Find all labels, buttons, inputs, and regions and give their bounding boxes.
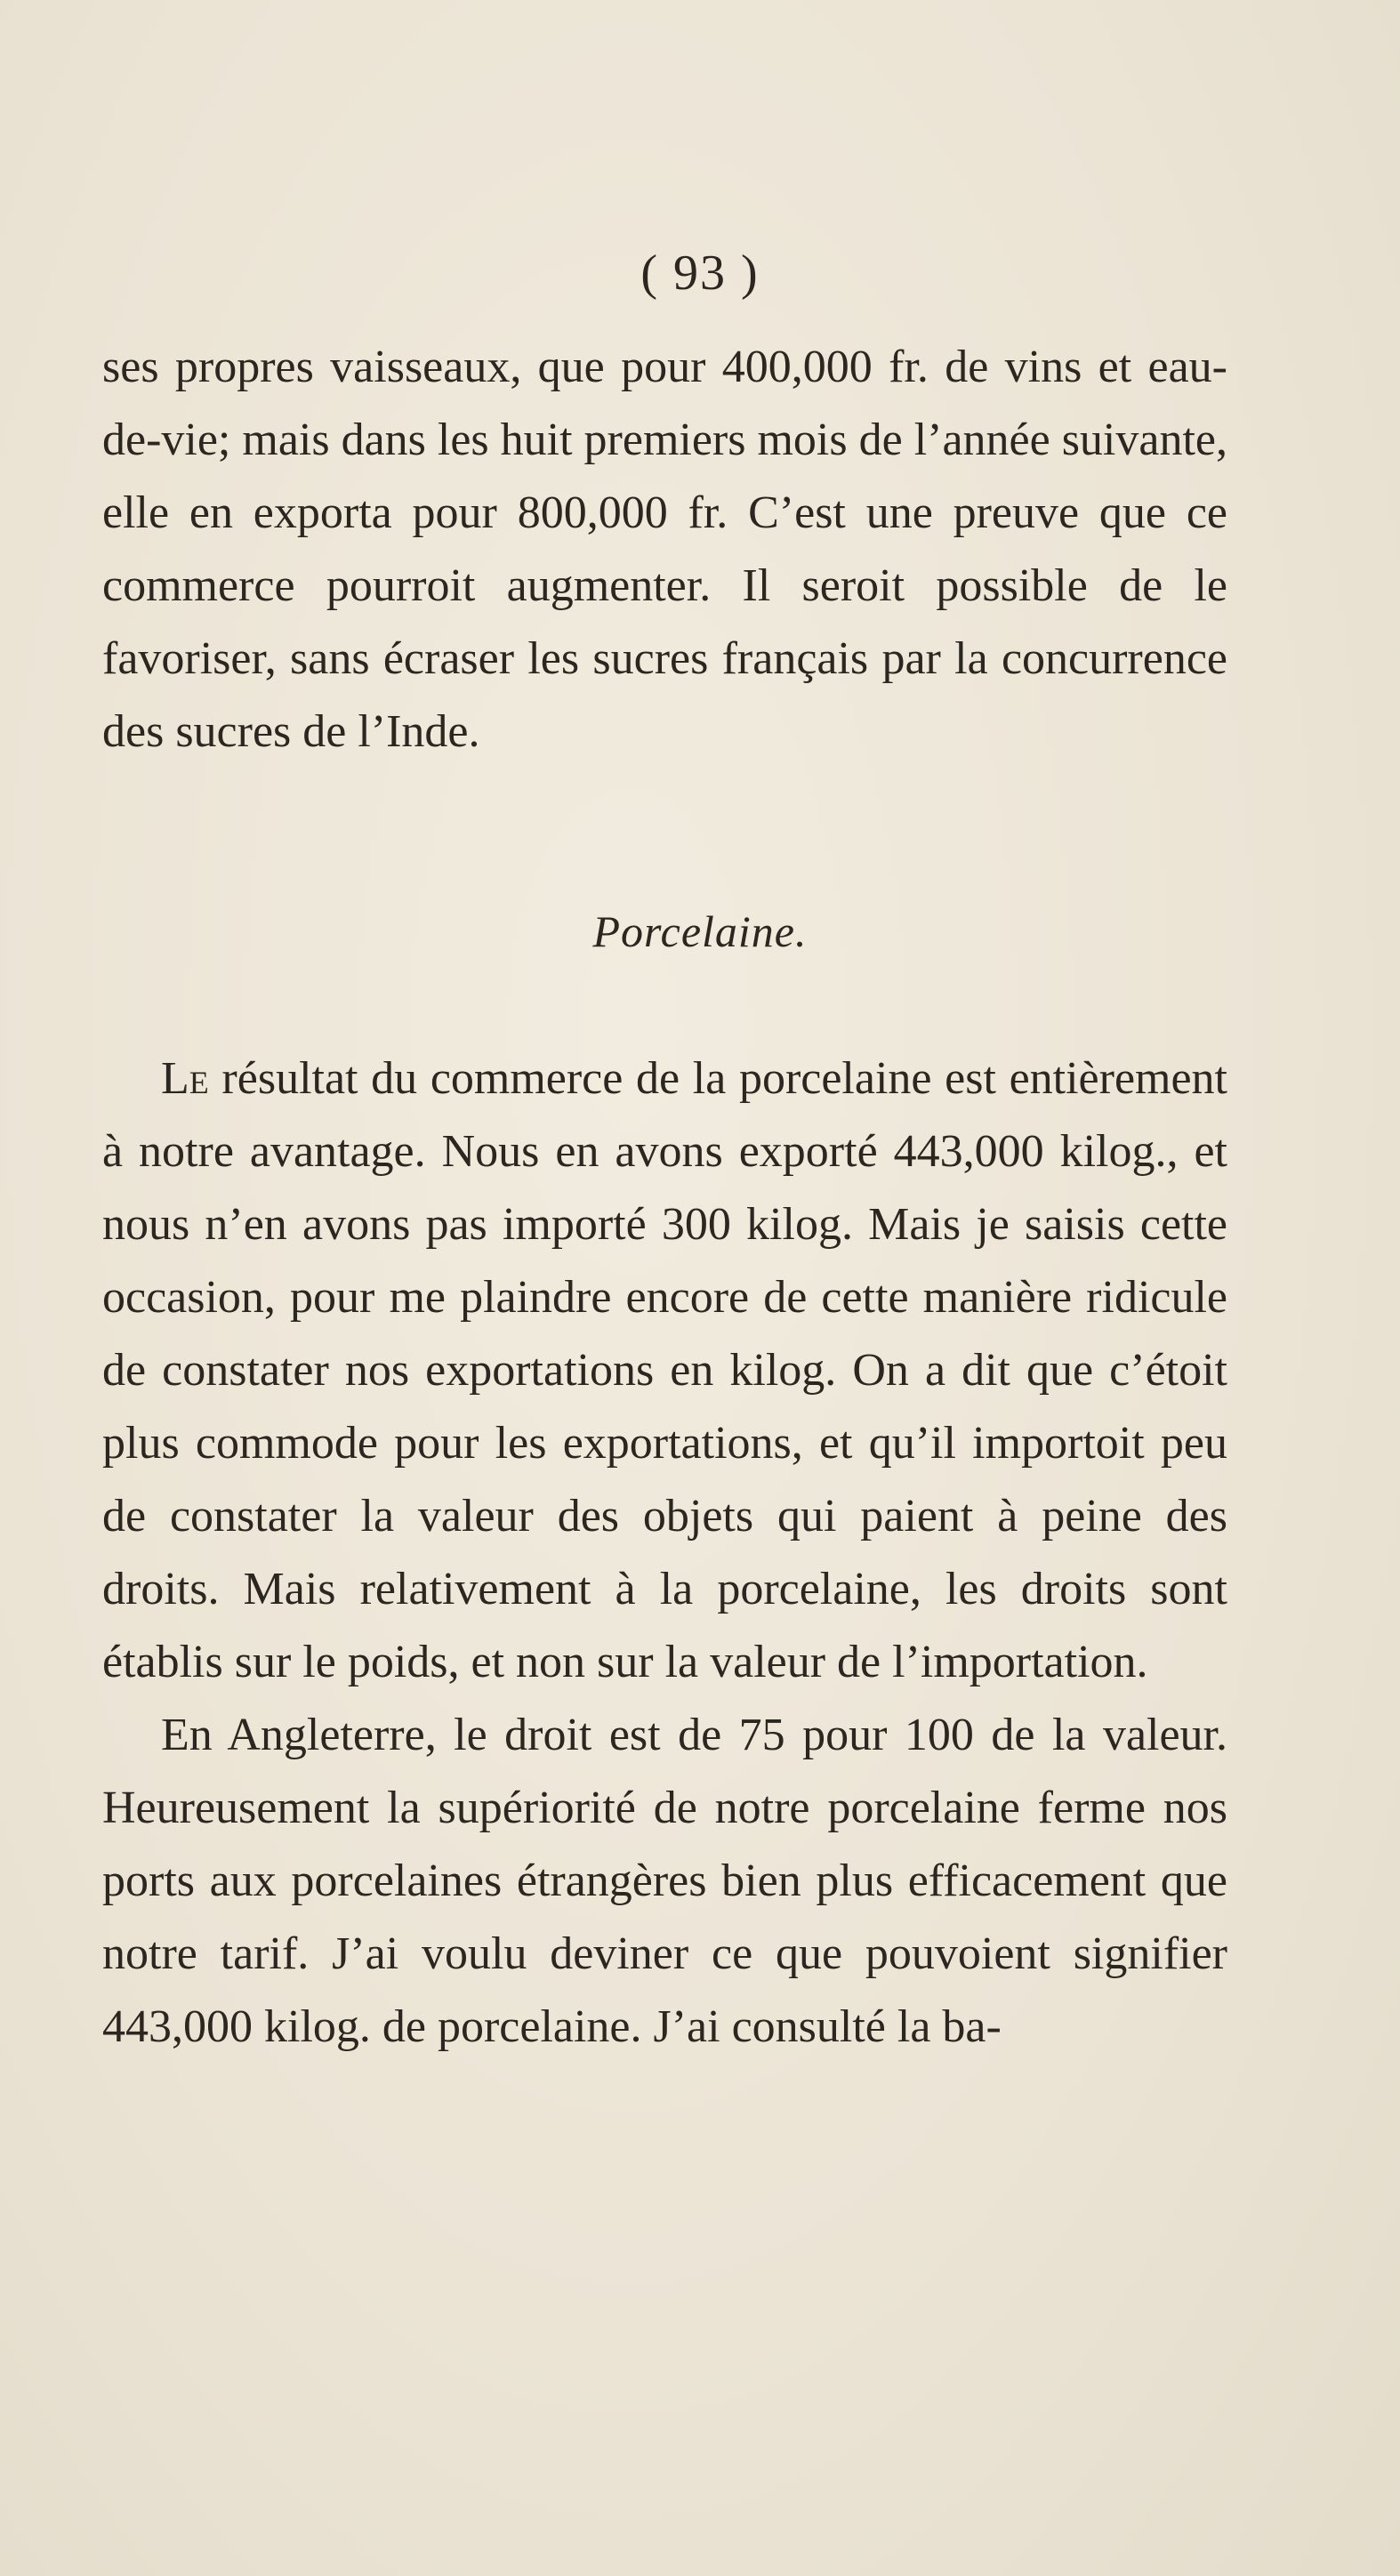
paragraph-initial-word: Le [161,1053,209,1104]
section-heading: Porcelaine. [592,906,808,956]
paragraph-continuation: ses propres vaisseaux, que pour 400,000 fr. de vins et eau-de-vie; mais dans les huit premiers mois de l’année suivante, elle en exporta pour 800,000 fr. C’est une preuve que ce commerce pourroit augmenter. Il seroit possible de le favoriser, sans écraser les sucres français par la concurrence des sucres de l’Inde. [102,342,1227,757]
top-text-block [102,331,1227,769]
paragraph-porcelaine-2: En Angleterre, le droit est de 75 pour 100 de la valeur. Heureusement la supériorité de notre porcelaine ferme nos ports aux porcelaines étrangères bien plus efficacement que notre tarif. J’ai voulu deviner ce que pouvoient signifier 443,000 kilog. de porcelaine. J’ai consulté la ba- [102,1710,1227,2052]
page-number: ( 93 ) [640,246,760,301]
paragraph-porcelaine-1 [102,1042,1227,1699]
bottom-text-block [102,1042,1227,2064]
paragraph-1-body: résultat du commerce de la porcelaine est entièrement à notre avantage. Nous en avons exporté 443,000 kilog., et nous n’en avons pas importé 300 kilog. Mais je saisis cette occasion, pour me plaindre encore de cette manière ridicule de constater nos exportations en kilog. On a dit que c’étoit plus commode pour les exportations, et qu’il importoit peu de constater la valeur des objets qui paient à peine des droits. Mais relativement à la porcelaine, les droits sont établis sur le poids, et non sur la valeur de l’importation. [102,1053,1227,1687]
